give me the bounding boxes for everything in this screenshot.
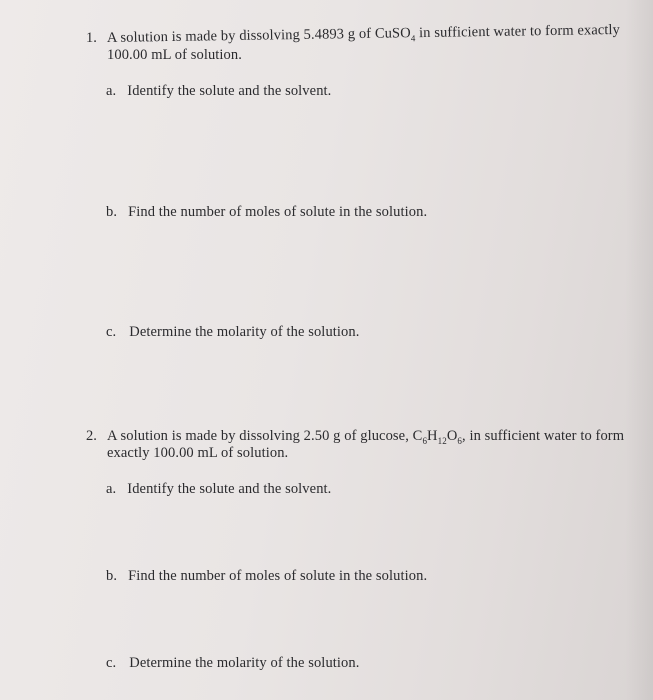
question-2-number: 2.: [86, 428, 97, 444]
question-2-formula-h: H: [427, 428, 438, 444]
question-2-stem-line2: exactly 100.00 mL of solution.: [107, 445, 289, 461]
question-1c: [106, 324, 359, 341]
question-2-subscript-c: 6: [422, 436, 428, 446]
question-1b-letter: b.: [106, 204, 118, 220]
question-2b-text: Find the number of moles of solute in the solution.: [128, 568, 428, 584]
question-1-number: 1.: [86, 30, 97, 46]
question-2a-text: Identify the solute and the solvent.: [127, 481, 332, 497]
question-1b: [106, 204, 427, 221]
question-2a-letter: a.: [106, 481, 117, 497]
question-2-formula-o: O: [446, 428, 458, 444]
question-2b: [106, 568, 427, 585]
question-2-stem-line1: [107, 428, 624, 445]
question-1a: [106, 83, 331, 100]
question-1-stem-line2: 100.00 mL of solution.: [107, 47, 242, 63]
question-2-stem-text-a: A solution is made by dissolving 2.50 g of glucose, C: [107, 428, 423, 444]
question-1a-letter: a.: [106, 83, 117, 99]
question-2b-letter: b.: [106, 568, 118, 584]
question-1-stem-text-a: A solution is made by dissolving 5.4893 g of CuSO: [106, 25, 411, 46]
question-2c-letter: c.: [106, 655, 117, 671]
question-1a-text: Identify the solute and the solvent.: [127, 83, 332, 99]
question-2a: [106, 481, 331, 498]
question-2c-text: Determine the molarity of the solution.: [129, 655, 360, 671]
question-2-subscript-o: 6: [457, 436, 463, 446]
question-1-stem-text-b: in sufficient water to form exactly: [415, 21, 621, 42]
question-1b-text: Find the number of moles of solute in the solution.: [128, 204, 428, 220]
question-1c-letter: c.: [106, 324, 117, 340]
question-2-stem-text-b: , in sufficient water to form: [462, 428, 625, 444]
question-1c-text: Determine the molarity of the solution.: [129, 324, 360, 340]
page-shadow: [625, 0, 653, 700]
question-1-formula-subscript: 4: [410, 33, 416, 44]
question-2c: [106, 655, 359, 672]
question-2-subscript-h: 12: [437, 436, 447, 446]
question-1-stem-line1: [107, 22, 620, 47]
